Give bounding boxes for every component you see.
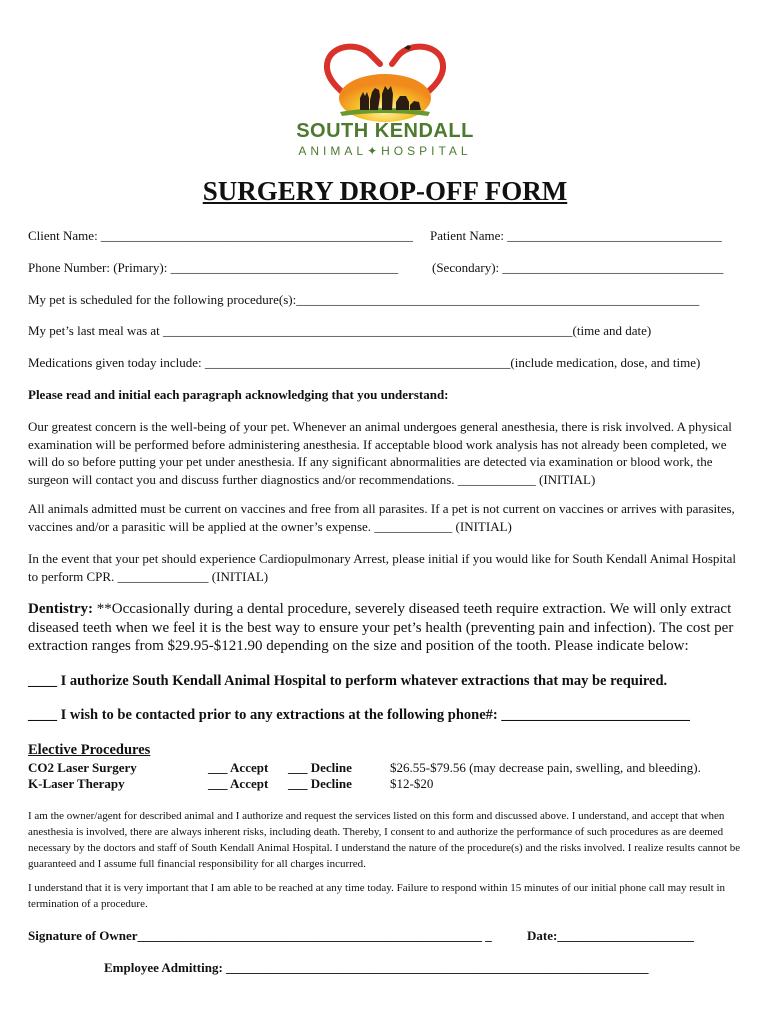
extraction-authorize-option[interactable]: ____ I authorize South Kendall Animal Hospital to perform whatever extractions that may be required. xyxy=(28,673,668,689)
cpr-paragraph: In the event that your pet should experience Cardiopulmonary Arrest, please initial if you would like for South Kendall Animal Hospital to perform CPR. ______________ (INITIAL) xyxy=(28,551,736,584)
consent-paragraph: I am the owner/agent for described animal and I authorize and request the services listed on this form and discussed above. I understand, and accept that when anesthesia is involved, there are always inherent risks, including death. Thereby, I consent to and authorize the performance of such procedures as are deemed necessary by the doctors and staff of South Kendall Animal Hospital. I understand the nature of the procedure(s) and the risks involved. I realize results cannot be guaranteed and I assume full financial responsibility for all charges incurred. xyxy=(28,810,741,870)
owner-signature-field[interactable]: Signature of Owner_____________________________________________________ _ xyxy=(28,928,492,943)
extraction-contact-option[interactable]: ____ I wish to be contacted prior to any extractions at the following phone#: __________________________ xyxy=(28,707,690,723)
dentistry-paragraph xyxy=(28,600,743,656)
hospital-logo xyxy=(310,40,460,122)
dentistry-label: Dentistry: xyxy=(28,601,93,617)
klaser-accept-option[interactable]: ___ Accept xyxy=(208,776,269,791)
co2-price: $26.55-$79.56 (may decrease pain, swelling, and bleeding). xyxy=(390,760,701,775)
logo-name: SOUTH KENDALL xyxy=(296,120,474,142)
heart-pets-logo-icon xyxy=(310,40,460,122)
medications-field[interactable]: Medications given today include: _______________________________________________(include medication, dose, and time) xyxy=(28,355,701,370)
logo-subtitle: ANIMAL✦HOSPITAL xyxy=(298,144,472,158)
phone-primary-field[interactable]: Phone Number: (Primary): ___________________________________ xyxy=(28,260,399,275)
elective-procedures-heading: Elective Procedures xyxy=(28,742,151,758)
elective-name: K-Laser Therapy xyxy=(28,776,125,791)
elective-name: CO2 Laser Surgery xyxy=(28,760,137,775)
page-title: SURGERY DROP-OFF FORM xyxy=(202,176,568,206)
patient-name-field[interactable]: Patient Name: _________________________________ xyxy=(430,228,722,243)
vaccines-paragraph: All animals admitted must be current on vaccines and free from all parasites. If a pet is not current on vaccines or arrives with parasites, vaccines and/or a parasitic will be applied at the owner’s expense. ____________ (INITIAL) xyxy=(28,501,735,534)
co2-decline-option[interactable]: ___ Decline xyxy=(288,760,352,775)
client-name-field[interactable]: Client Name: ________________________________________________ xyxy=(28,228,413,243)
date-field[interactable]: Date:_____________________ xyxy=(527,928,694,943)
instructions-heading: Please read and initial each paragraph acknowledging that you understand: xyxy=(28,387,449,402)
employee-admitting-field[interactable]: Employee Admitting: _________________________________________________________________ xyxy=(104,960,649,975)
co2-accept-option[interactable]: ___ Accept xyxy=(208,760,269,775)
dentistry-text: **Occasionally during a dental procedure, severely diseased teeth require extraction. We will only extract diseased teeth when we feel it is the best way to ensure your pet’s health (preventing pain and infection). The cost per extraction ranges from $29.95-$121.90 depending on the size and position of the tooth. Please indicate below: xyxy=(28,601,734,654)
last-meal-field[interactable]: My pet’s last meal was at _______________________________________________________________(time and date) xyxy=(28,323,652,338)
reachable-paragraph: I understand that it is very important that I am able to be reached at any time today. Failure to respond within 15 minutes of our initial phone call may result in termination of a procedure. xyxy=(28,882,725,910)
anesthesia-paragraph: Our greatest concern is the well-being of your pet. Whenever an animal undergoes general anesthesia, there is risk involved. A physical examination will be performed before administering anesthesia. If acceptable blood work analysis has not already been completed, we will do so before putting your pet under anesthesia. If any significant abnormalities are detected via examination or blood work, the surgeon will contact you and discuss further diagnostics and/or recommendations. ____________ (INITIAL) xyxy=(28,419,732,487)
klaser-price: $12-$20 xyxy=(390,776,434,791)
phone-secondary-field[interactable]: (Secondary): __________________________________ xyxy=(432,260,724,275)
procedure-field[interactable]: My pet is scheduled for the following procedure(s):______________________________________________________________ xyxy=(28,292,700,307)
klaser-decline-option[interactable]: ___ Decline xyxy=(288,776,352,791)
